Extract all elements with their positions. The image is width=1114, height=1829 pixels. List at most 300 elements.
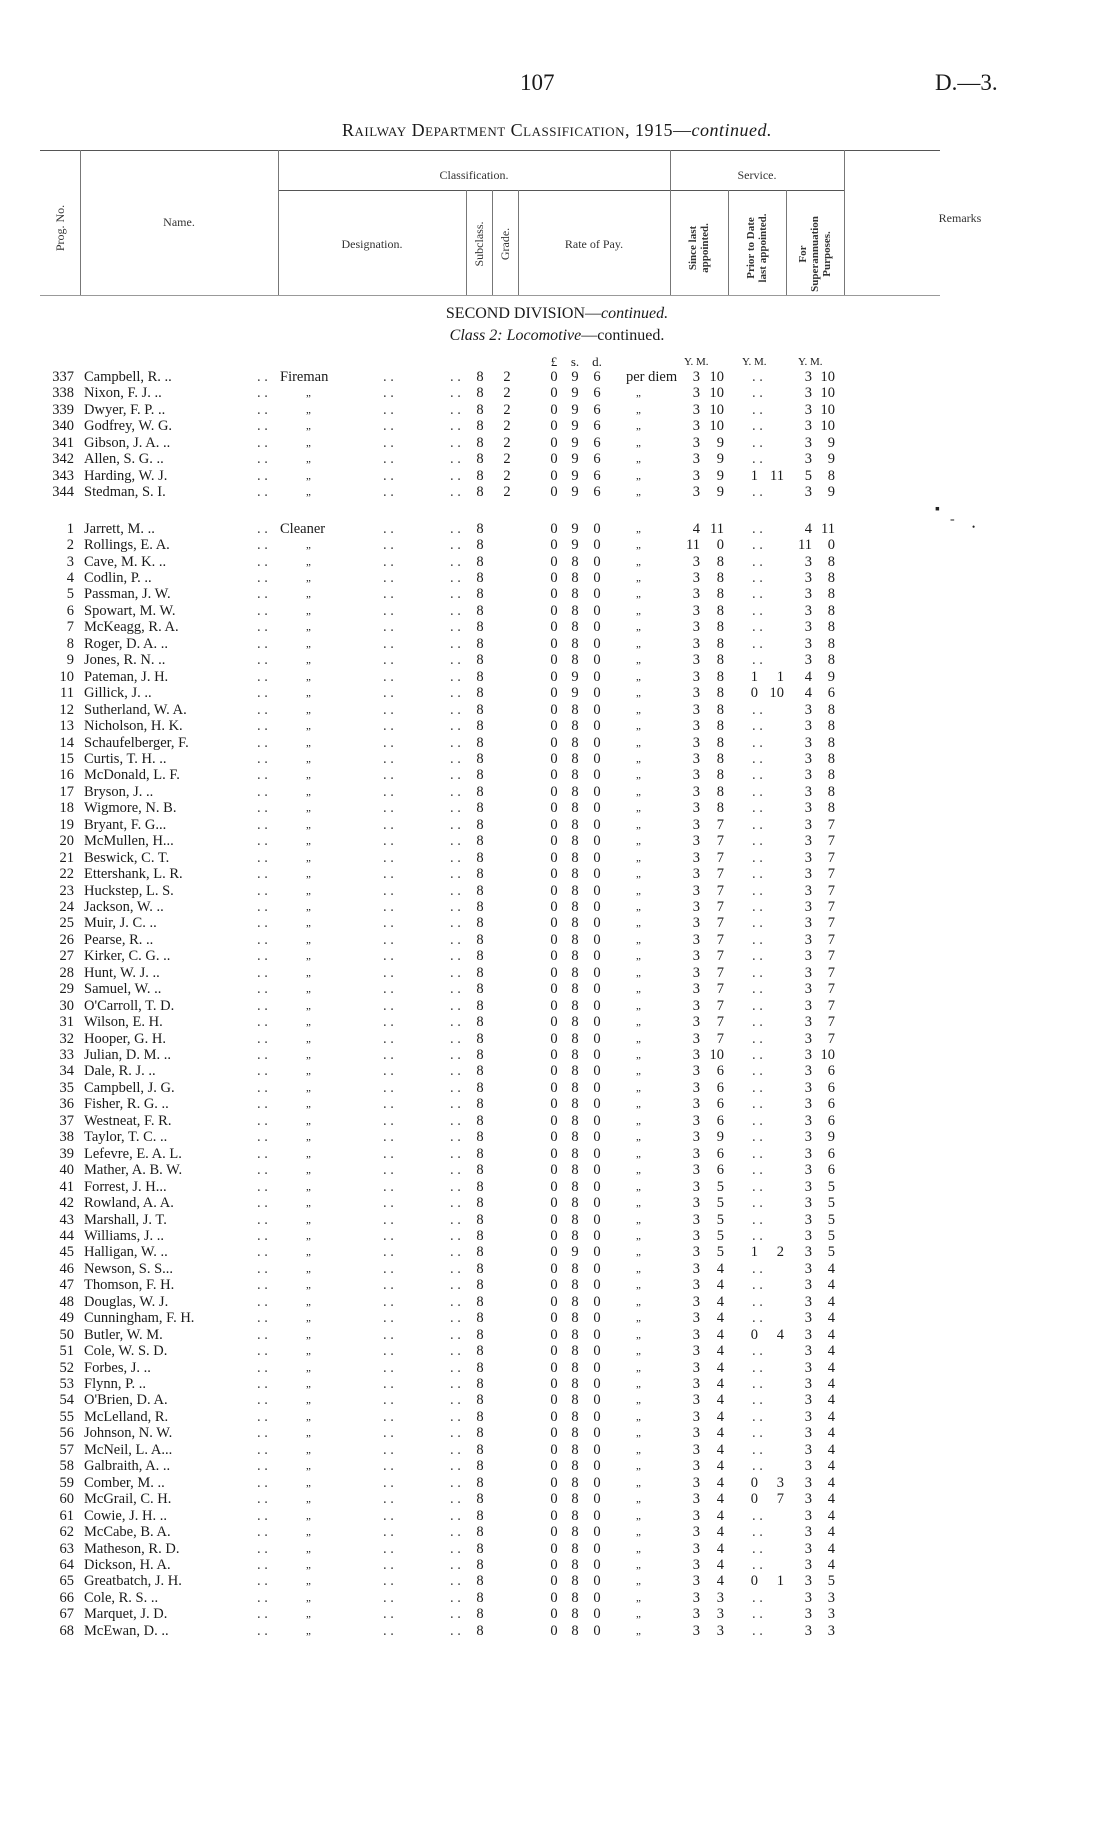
prog-no-cell: 340 — [52, 418, 74, 435]
name-cell: Douglas, W. J. — [84, 1293, 169, 1310]
pay-pence-cell: 0 — [593, 1096, 601, 1113]
super-years-cell: 3 — [804, 1441, 812, 1458]
pay-pence-cell: 0 — [593, 1162, 601, 1179]
pay-shillings-cell: 8 — [571, 767, 579, 784]
pay-pounds-cell: 0 — [550, 1441, 558, 1458]
since-years-cell: 3 — [692, 602, 700, 619]
pay-unit-cell: „ — [636, 1246, 641, 1259]
since-years-cell: 3 — [692, 1589, 700, 1606]
leader-dots: . . — [450, 1129, 461, 1146]
name-cell: McNeil, L. A... — [84, 1441, 173, 1458]
name-cell: Galbraith, A. .. — [84, 1458, 171, 1475]
designation-cell: „ — [306, 1246, 311, 1259]
designation-cell: „ — [306, 1559, 311, 1571]
designation-cell: „ — [306, 1427, 311, 1440]
leader-dots: . . — [257, 701, 268, 718]
name-cell: Cave, M. K. .. — [84, 553, 167, 570]
pay-shillings-cell: 8 — [571, 619, 579, 636]
subclass-cell: 8 — [476, 1227, 484, 1244]
pay-unit-cell: „ — [636, 720, 641, 732]
leader-dots: . . — [752, 816, 763, 833]
prog-no-cell: 4 — [66, 570, 74, 586]
leader-dots: . . — [257, 619, 268, 636]
table-row — [0, 402, 1114, 418]
super-years-cell: 3 — [804, 1211, 812, 1228]
table-row — [0, 981, 1114, 997]
pay-pounds-cell: 0 — [550, 1310, 558, 1327]
header-top-rule — [40, 150, 940, 151]
super-years-cell: 3 — [804, 948, 812, 965]
leader-dots: . . — [383, 783, 394, 800]
pay-pence-cell: 0 — [593, 1227, 601, 1244]
table-row — [0, 932, 1114, 948]
leader-dots: . . — [383, 1145, 394, 1162]
leader-dots: . . — [450, 1211, 461, 1228]
leader-dots: . . — [383, 1293, 394, 1310]
leader-dots: . . — [383, 1047, 394, 1063]
name-cell: Pateman, J. H. — [84, 668, 169, 685]
since-months-cell: 8 — [716, 750, 724, 767]
subclass-cell: 8 — [476, 602, 484, 619]
leader-dots: . . — [383, 931, 394, 948]
prog-no-cell: 24 — [59, 899, 74, 915]
super-months-cell: 8 — [827, 586, 835, 603]
subclass-cell: 8 — [476, 899, 484, 915]
name-cell: Lefevre, E. A. L. — [84, 1145, 182, 1162]
since-years-cell: 3 — [692, 701, 700, 718]
since-months-cell: 4 — [716, 1524, 724, 1540]
leader-dots: . . — [383, 685, 394, 702]
pay-unit-cell: „ — [636, 851, 641, 864]
pay-pounds-cell: 0 — [550, 1129, 558, 1146]
leader-dots: . . — [450, 520, 461, 537]
table-row — [0, 685, 1114, 701]
leader-dots: . . — [752, 1227, 763, 1244]
since-months-cell: 8 — [716, 586, 724, 603]
since-months-cell: 4 — [716, 1293, 724, 1310]
pay-unit-cell: „ — [636, 736, 641, 749]
title-suffix: continued. — [691, 120, 772, 140]
subclass-cell: 8 — [476, 718, 484, 734]
super-years-cell: 3 — [804, 1425, 812, 1442]
pay-pounds-cell: 0 — [550, 816, 558, 833]
pay-shillings-cell: 8 — [571, 1063, 579, 1080]
prog-no-cell: 16 — [59, 767, 74, 784]
leader-dots: . . — [257, 467, 268, 484]
designation-cell: „ — [306, 1460, 311, 1473]
since-years-cell: 3 — [692, 718, 700, 734]
subclass-cell: 8 — [476, 701, 484, 718]
table-row — [0, 1557, 1114, 1573]
prog-no-cell: 67 — [59, 1606, 74, 1623]
table-row — [0, 1228, 1114, 1244]
pay-shillings-cell: 8 — [571, 602, 579, 619]
table-row — [0, 603, 1114, 619]
super-months-cell: 7 — [827, 997, 835, 1014]
leader-dots: . . — [752, 1162, 763, 1179]
pay-unit-cell: „ — [636, 1575, 641, 1588]
since-months-cell: 4 — [716, 1310, 724, 1327]
since-months-cell: 8 — [716, 635, 724, 652]
pay-shillings-cell: 8 — [571, 1162, 579, 1179]
leader-dots: . . — [257, 1112, 268, 1129]
pay-pence-cell: 0 — [593, 866, 601, 882]
leader-dots: . . — [383, 1376, 394, 1392]
super-months-cell: 8 — [827, 734, 835, 751]
leader-dots: . . — [257, 1129, 268, 1146]
header-remarks: Remarks — [938, 211, 982, 225]
table-row — [0, 883, 1114, 899]
pay-pounds-cell: 0 — [550, 1030, 558, 1047]
leader-dots: . . — [257, 1244, 268, 1261]
designation-cell: „ — [306, 572, 311, 584]
leader-dots: . . — [257, 570, 268, 586]
pay-shillings-cell: 8 — [571, 1277, 579, 1294]
table-row — [0, 1442, 1114, 1458]
pay-shillings-cell: 8 — [571, 997, 579, 1014]
designation-cell: „ — [306, 1147, 311, 1160]
leader-dots: . . — [752, 1557, 763, 1573]
prog-no-cell: 343 — [52, 467, 74, 484]
subclass-cell: 8 — [476, 1524, 484, 1540]
prog-no-cell: 3 — [66, 553, 74, 570]
designation-cell: „ — [306, 555, 311, 568]
pay-shillings-cell: 8 — [571, 915, 579, 932]
since-months-cell: 8 — [716, 783, 724, 800]
subclass-cell: 8 — [476, 1096, 484, 1113]
prog-no-cell: 25 — [59, 915, 74, 932]
pay-pounds-cell: 0 — [550, 635, 558, 652]
pay-pence-cell: 6 — [593, 401, 601, 418]
leader-dots: . . — [752, 1408, 763, 1425]
subclass-cell: 8 — [476, 1145, 484, 1162]
leader-dots: . . — [257, 520, 268, 537]
since-years-cell: 3 — [692, 931, 700, 948]
super-years-cell: 3 — [804, 833, 812, 850]
subclass-cell: 8 — [476, 1112, 484, 1129]
super-months-cell: 5 — [827, 1195, 835, 1211]
grade-cell: 2 — [503, 401, 511, 418]
pay-shillings-cell: 8 — [571, 1507, 579, 1524]
leader-dots: . . — [752, 451, 763, 468]
designation-cell: „ — [306, 1312, 311, 1325]
pay-shillings-cell: 9 — [571, 434, 579, 451]
leader-dots: . . — [257, 484, 268, 501]
pay-pence-cell: 0 — [593, 1359, 601, 1376]
since-years-cell: 3 — [692, 767, 700, 784]
leader-dots: . . — [257, 1227, 268, 1244]
since-years-cell: 3 — [692, 451, 700, 468]
pay-pounds-cell: 0 — [550, 1622, 558, 1639]
pay-unit-cell: „ — [636, 420, 641, 433]
leader-dots: . . — [450, 1063, 461, 1080]
designation-cell: „ — [306, 1591, 311, 1604]
pay-pence-cell: 6 — [593, 451, 601, 468]
pay-pounds-cell: 0 — [550, 1376, 558, 1392]
leader-dots: . . — [752, 1063, 763, 1080]
subclass-cell: 8 — [476, 915, 484, 932]
pay-shillings-cell: 8 — [571, 553, 579, 570]
prog-no-cell: 61 — [59, 1507, 74, 1524]
prior-months-cell: 11 — [770, 467, 784, 484]
pay-pounds-cell: 0 — [550, 1014, 558, 1031]
super-years-cell: 3 — [804, 964, 812, 981]
leader-dots: . . — [450, 849, 461, 866]
super-years-cell: 4 — [804, 520, 812, 537]
pay-shillings-cell: 8 — [571, 1096, 579, 1113]
pay-unit-cell: „ — [636, 1114, 641, 1127]
super-years-cell: 3 — [804, 1047, 812, 1063]
prog-no-cell: 39 — [59, 1145, 74, 1162]
designation-cell: „ — [306, 966, 311, 979]
leader-dots: . . — [450, 1392, 461, 1409]
prog-no-cell: 36 — [59, 1096, 74, 1113]
name-cell: Jackson, W. .. — [84, 899, 164, 915]
super-years-cell: 3 — [804, 1178, 812, 1195]
pay-pounds-cell: 0 — [550, 369, 558, 385]
leader-dots: . . — [257, 1392, 268, 1409]
since-years-cell: 3 — [692, 1326, 700, 1343]
pay-pence-cell: 0 — [593, 948, 601, 965]
pay-pounds-cell: 0 — [550, 1162, 558, 1179]
leader-dots: . . — [383, 1310, 394, 1327]
leader-dots: . . — [383, 800, 394, 817]
since-years-cell: 3 — [692, 1211, 700, 1228]
prog-no-cell: 342 — [52, 451, 74, 468]
leader-dots: . . — [450, 1573, 461, 1590]
prog-no-cell: 65 — [59, 1573, 74, 1590]
subclass-cell: 8 — [476, 1425, 484, 1442]
pay-unit-cell: „ — [636, 1493, 641, 1506]
name-cell: O'Brien, D. A. — [84, 1392, 168, 1409]
since-months-cell: 9 — [716, 1129, 724, 1146]
prog-no-cell: 37 — [59, 1112, 74, 1129]
since-months-cell: 7 — [716, 964, 724, 981]
super-months-cell: 7 — [827, 849, 835, 866]
super-years-cell: 3 — [804, 1063, 812, 1080]
name-cell: Gibson, J. A. .. — [84, 434, 171, 451]
subclass-cell: 8 — [476, 981, 484, 998]
leader-dots: . . — [383, 1474, 394, 1491]
leader-dots: . . — [383, 849, 394, 866]
leader-dots: . . — [383, 434, 394, 451]
table-row — [0, 586, 1114, 602]
section-title-suffix: continued. — [601, 305, 669, 322]
leader-dots: . . — [383, 1129, 394, 1146]
leader-dots: . . — [257, 1376, 268, 1392]
since-years-cell: 3 — [692, 1260, 700, 1277]
name-cell: Rowland, A. A. — [84, 1195, 174, 1211]
table-row — [0, 1360, 1114, 1376]
pay-pence-cell: 0 — [593, 701, 601, 718]
subclass-cell: 8 — [476, 1310, 484, 1327]
name-cell: Hooper, G. H. — [84, 1030, 166, 1047]
subclass-cell: 8 — [476, 849, 484, 866]
since-years-cell: 3 — [692, 1376, 700, 1392]
since-months-cell: 7 — [716, 997, 724, 1014]
since-months-cell: 10 — [709, 1047, 724, 1063]
leader-dots: . . — [752, 434, 763, 451]
pay-pence-cell: 6 — [593, 385, 601, 402]
designation-cell: „ — [306, 901, 311, 913]
since-months-cell: 6 — [716, 1112, 724, 1129]
prior-years-cell: 0 — [750, 1474, 758, 1491]
prog-no-cell: 30 — [59, 997, 74, 1014]
pay-pounds-cell: 0 — [550, 1606, 558, 1623]
subclass-cell: 8 — [476, 1557, 484, 1573]
super-months-cell: 4 — [827, 1540, 835, 1557]
subclass-cell: 8 — [476, 1014, 484, 1031]
super-years-cell: 3 — [804, 701, 812, 718]
name-cell: McDonald, L. F. — [84, 767, 180, 784]
document-reference: D.—3. — [935, 70, 998, 95]
prog-no-cell: 47 — [59, 1277, 74, 1294]
pay-pounds-cell: 0 — [550, 931, 558, 948]
since-months-cell: 5 — [716, 1178, 724, 1195]
super-months-cell: 6 — [827, 1063, 835, 1080]
divider-4 — [492, 190, 493, 295]
subclass-cell: 8 — [476, 1408, 484, 1425]
leader-dots: . . — [752, 619, 763, 636]
pay-unit-cell: „ — [636, 654, 641, 667]
designation-cell: „ — [306, 917, 311, 930]
super-months-cell: 8 — [827, 553, 835, 570]
pay-pounds-cell: 0 — [550, 1573, 558, 1590]
leader-dots: . . — [383, 1178, 394, 1195]
name-cell: Matheson, R. D. — [84, 1540, 180, 1557]
pay-pounds-cell: 0 — [550, 1474, 558, 1491]
since-months-cell: 5 — [716, 1227, 724, 1244]
pay-unit-cell: „ — [636, 1427, 641, 1440]
leader-dots: . . — [257, 1540, 268, 1557]
leader-dots: . . — [383, 635, 394, 652]
leader-dots: . . — [257, 816, 268, 833]
since-months-cell: 7 — [716, 849, 724, 866]
prog-no-cell: 1 — [66, 520, 74, 537]
since-months-cell: 6 — [716, 1096, 724, 1113]
since-years-cell: 3 — [692, 833, 700, 850]
since-years-cell: 3 — [692, 1408, 700, 1425]
pay-pounds-cell: 0 — [550, 586, 558, 603]
table-row — [0, 1244, 1114, 1260]
subclass-cell: 8 — [476, 1540, 484, 1557]
pay-unit-cell: „ — [636, 469, 641, 482]
name-cell: Codlin, P. .. — [84, 570, 152, 586]
name-cell: Samuel, W. .. — [84, 981, 162, 998]
leader-dots: . . — [752, 899, 763, 915]
prog-no-cell: 19 — [59, 816, 74, 833]
table-row — [0, 1162, 1114, 1178]
pay-shillings-cell: 8 — [571, 1129, 579, 1146]
since-years-cell: 3 — [692, 553, 700, 570]
pay-pounds-cell: 0 — [550, 1211, 558, 1228]
leader-dots: . . — [383, 1557, 394, 1573]
pay-pounds-cell: 0 — [550, 570, 558, 586]
leader-dots: . . — [752, 553, 763, 570]
super-years-cell: 3 — [804, 652, 812, 669]
since-months-cell: 4 — [716, 1260, 724, 1277]
leader-dots: . . — [257, 882, 268, 899]
table-row — [0, 718, 1114, 734]
super-years-cell: 3 — [804, 915, 812, 932]
subclass-cell: 8 — [476, 570, 484, 586]
leader-dots: . . — [450, 1491, 461, 1508]
subclass-cell: 8 — [476, 520, 484, 537]
designation-cell: „ — [306, 1509, 311, 1522]
designation-cell: „ — [306, 769, 311, 782]
pay-pounds-cell: 0 — [550, 1277, 558, 1294]
pay-pounds-cell: 0 — [550, 418, 558, 435]
leader-dots: . . — [257, 1343, 268, 1360]
leader-dots: . . — [257, 401, 268, 418]
table-row — [0, 1409, 1114, 1425]
pay-pounds-cell: 0 — [550, 652, 558, 669]
pay-shillings-cell: 8 — [571, 1112, 579, 1129]
grade-cell: 2 — [503, 484, 511, 501]
leader-dots: . . — [752, 718, 763, 734]
grade-cell: 2 — [503, 434, 511, 451]
pay-pence-cell: 0 — [593, 1343, 601, 1360]
unit-ym-since: Y. M. — [684, 356, 709, 368]
super-years-cell: 3 — [804, 783, 812, 800]
name-cell: McGrail, C. H. — [84, 1491, 172, 1508]
pay-pounds-cell: 0 — [550, 401, 558, 418]
designation-cell: „ — [306, 1526, 311, 1538]
table-row — [0, 1294, 1114, 1310]
pay-unit-cell: „ — [636, 604, 641, 617]
since-months-cell: 8 — [716, 767, 724, 784]
designation-cell: „ — [306, 654, 311, 667]
pay-pounds-cell: 0 — [550, 1244, 558, 1261]
name-cell: Jarrett, M. .. — [84, 520, 155, 537]
leader-dots: . . — [752, 635, 763, 652]
pay-pence-cell: 6 — [593, 467, 601, 484]
since-years-cell: 3 — [692, 1343, 700, 1360]
super-months-cell: 9 — [827, 484, 835, 501]
pay-unit-cell: „ — [636, 802, 641, 815]
name-cell: Rollings, E. A. — [84, 537, 170, 553]
header-mid-rule — [278, 190, 844, 191]
leader-dots: . . — [752, 1079, 763, 1096]
leader-dots: . . — [450, 1441, 461, 1458]
leader-dots: . . — [450, 948, 461, 965]
pay-unit-cell: „ — [636, 966, 641, 979]
since-months-cell: 8 — [716, 718, 724, 734]
pay-pounds-cell: 0 — [550, 1392, 558, 1409]
pay-shillings-cell: 8 — [571, 1079, 579, 1096]
prog-no-cell: 20 — [59, 833, 74, 850]
leader-dots: . . — [257, 1178, 268, 1195]
name-cell: Campbell, R. .. — [84, 369, 172, 385]
designation-cell: „ — [306, 469, 311, 482]
prog-no-cell: 48 — [59, 1293, 74, 1310]
margin-mark: ▪ — [935, 502, 940, 517]
prior-months-cell: 10 — [769, 685, 784, 702]
pay-unit-cell: „ — [636, 1476, 641, 1489]
leader-dots: . . — [752, 602, 763, 619]
pay-shillings-cell: 8 — [571, 816, 579, 833]
leader-dots: . . — [450, 1606, 461, 1623]
designation-cell: „ — [306, 884, 311, 897]
table-row — [0, 669, 1114, 685]
leader-dots: . . — [383, 1573, 394, 1590]
since-months-cell: 4 — [716, 1441, 724, 1458]
leader-dots: . . — [383, 1079, 394, 1096]
super-months-cell: 7 — [827, 964, 835, 981]
subclass-cell: 8 — [476, 418, 484, 435]
since-months-cell: 7 — [716, 1030, 724, 1047]
subclass-cell: 8 — [476, 1260, 484, 1277]
